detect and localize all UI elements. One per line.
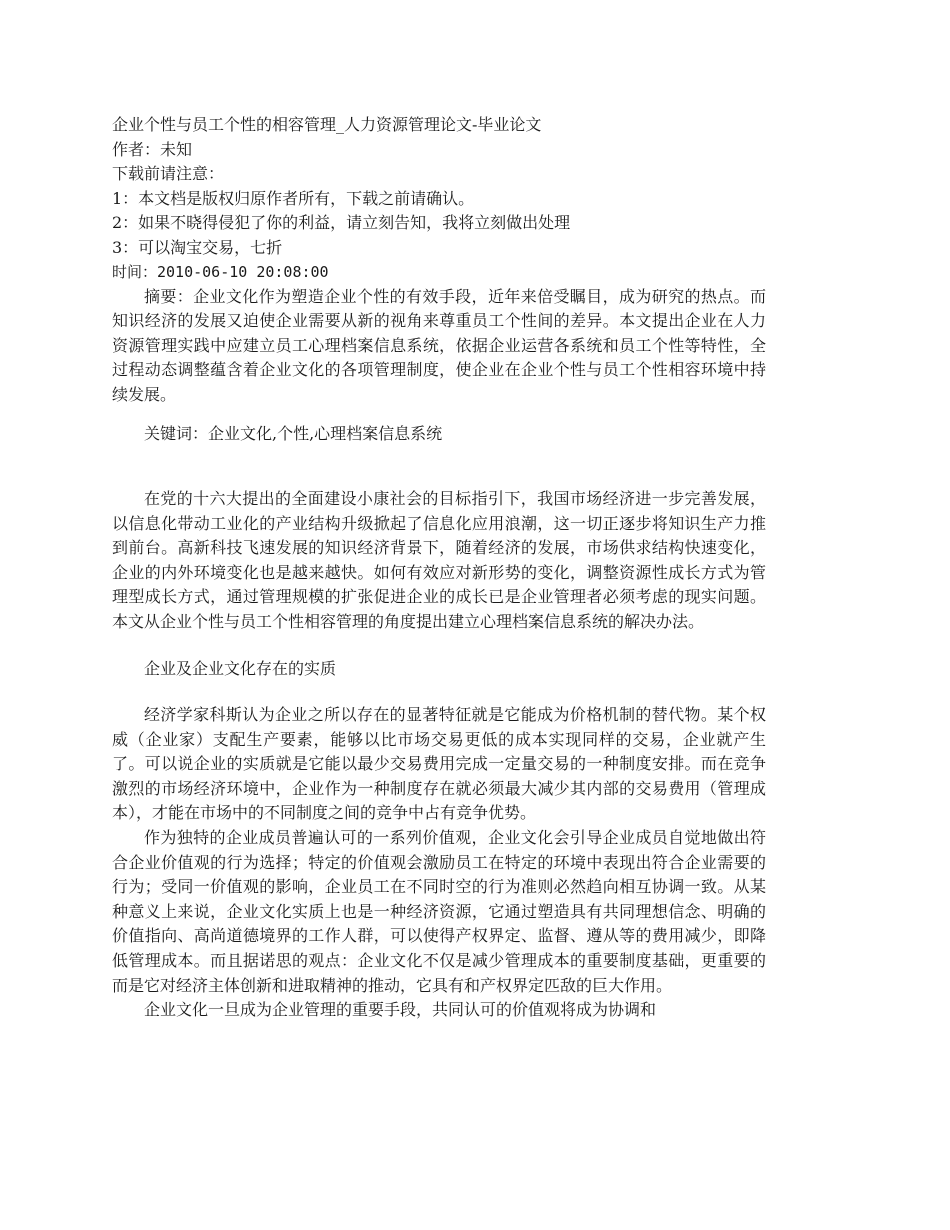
time-line: 时间：2010-06-10 20:08:00 [112,263,329,281]
intro-paragraph: 在党的十六大提出的全面建设小康社会的目标指引下，我国市场经济进一步完善发展，以信息化带动工业化的产业结构升级掀起了信息化应用浪潮，这一切正逐步将知识生产力推到前台。高新科技飞速发展的知识经济背景下，随着经济的发展，市场供求结构快速变化，企业的内外环境变化也是越来越快。如何有效应对新形势的变化，调整资源性成长方式为管理型成长方式，通过管理规模的扩张促进企业的成长已是企业管理者必须考虑的现实问题。本文从企业个性与员工个性相容管理的角度提出建立心理档案信息系统的解决办法。 [112,488,766,631]
section-heading: 企业及企业文化存在的实质 [144,658,337,678]
notice-item: 3：可以淘宝交易，七折 [112,237,283,257]
keywords-line: 关键词：企业文化,个性,心理档案信息系统 [144,424,443,444]
document-title: 企业个性与员工个性的相容管理_人力资源管理论文-毕业论文 [112,115,542,134]
body-paragraph: 企业文化一旦成为企业管理的重要手段，共同认可的价值观将成为协调和 [144,1000,657,1020]
notice-header: 下载前请注意： [112,164,225,183]
body-paragraph: 作为独特的企业成员普遍认可的一系列价值观，企业文化会引导企业成员自觉地做出符合企业价值观的行为选择；特定的价值观会激励员工在特定的环境中表现出符合企业需要的行为；受同一价值观的影响，企业员工在不同时空的行为准则必然趋向相互协调一致。从某种意义上来说，企业文化实质上也是一种经济资源，它通过塑造具有共同理想信念、明确的价值指向、高尚道德境界的工作人群，可以使得产权界定、监督、遵从等的费用减少，即降低管理成本。而且据诺思的观点：企业文化不仅是减少管理成本的重要制度基础，更重要的而是它对经济主体创新和进取精神的推动，它具有和产权界定匹敌的巨大作用。 [112,828,766,995]
notice-item: 1：本文档是版权归原作者所有，下载之前请确认。 [112,188,475,208]
author-line: 作者：未知 [112,139,193,159]
body-paragraph: 经济学家科斯认为企业之所以存在的显著特征就是它能成为价格机制的替代物。某个权威（企业家）支配生产要素，能够以比市场交易更低的成本实现同样的交易，企业就产生了。可以说企业的实质就是它能以最少交易费用完成一定量交易的一种制度安排。而在竞争激烈的市场经济环境中，企业作为一种制度存在就必须最大减少其内部的交易费用（管理成本），才能在市场中的不同制度之间的竞争中占有竞争优势。 [112,705,766,823]
abstract-paragraph: 摘要：企业文化作为塑造企业个性的有效手段，近年来倍受瞩目，成为研究的热点。而知识经济的发展又迫使企业需要从新的视角来尊重员工个性间的差异。本文提出企业在人力资源管理实践中应建立员工心理档案信息系统，依据企业运营各系统和员工个性等特性，全过程动态调整蕴含着企业文化的各项管理制度，使企业在企业个性与员工个性相容环境中持续发展。 [112,286,766,404]
document-body [112,113,766,1023]
notice-item: 2：如果不晓得侵犯了你的利益，请立刻告知，我将立刻做出处理 [112,213,571,232]
